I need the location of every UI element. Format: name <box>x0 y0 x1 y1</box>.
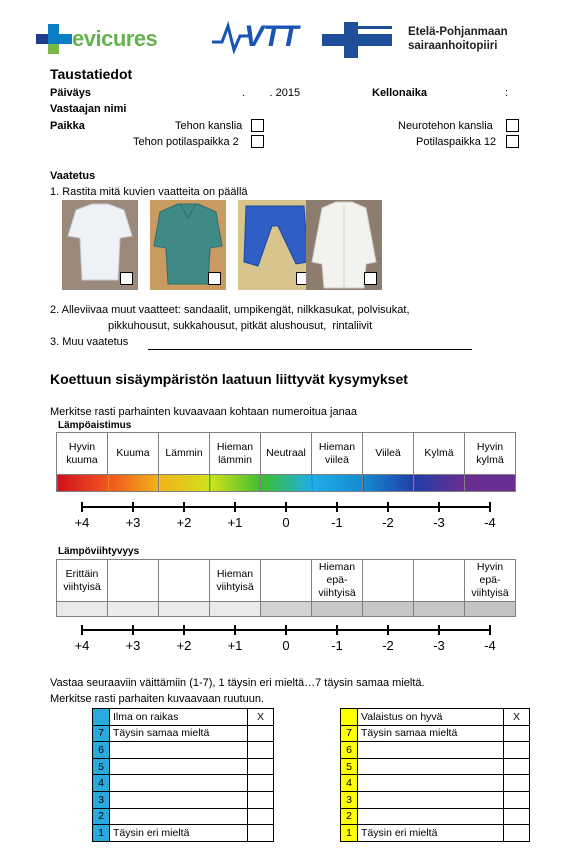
likert-x-header: X <box>248 709 274 726</box>
thermal-tick-label: -3 <box>433 515 445 530</box>
comfort-tick-mark[interactable] <box>438 625 440 635</box>
comfort-color-cell <box>57 602 108 617</box>
likert-number: 3 <box>93 791 110 808</box>
thermal-color-cell <box>57 475 108 492</box>
thermal-tick-label: -2 <box>382 515 394 530</box>
place-label: Paikka <box>50 120 85 132</box>
likert-answer-cell[interactable] <box>248 825 274 842</box>
likert-row-label <box>110 791 248 808</box>
likert-row <box>341 825 530 842</box>
likert-row <box>93 758 274 775</box>
likert-row-label <box>358 742 504 759</box>
likert-row <box>341 808 530 825</box>
vtt-logo <box>210 20 320 56</box>
likert-number: 3 <box>341 791 358 808</box>
respondent-name-label: Vastaajan nimi <box>50 103 127 115</box>
clothing-checkbox[interactable] <box>120 272 133 285</box>
hospital-logo <box>322 22 522 58</box>
photo-blue-trousers <box>238 200 314 290</box>
thermal-tick-label: +4 <box>74 515 90 530</box>
likert-answer-cell[interactable] <box>248 758 274 775</box>
comfort-tick-mark[interactable] <box>387 625 389 635</box>
likert-number: 6 <box>341 742 358 759</box>
scale-instruction: Merkitse rasti parhainten kuvaavaan kohtaan numeroitua janaa <box>50 406 357 418</box>
likert-answer-cell[interactable] <box>504 825 530 842</box>
thermal-color-cell <box>312 475 363 492</box>
likert-row-label: Täysin eri mieltä <box>110 825 248 842</box>
likert-row-label <box>110 758 248 775</box>
thermal-color-cell <box>108 475 159 492</box>
likert-answer-cell[interactable] <box>504 742 530 759</box>
comfort-tick-label: -3 <box>433 638 445 653</box>
thermal-tick-label: 0 <box>282 515 290 530</box>
photo-white-shirt <box>62 200 138 290</box>
comfort-tick-label: -1 <box>331 638 343 653</box>
other-clothing-line[interactable] <box>148 349 472 350</box>
comfort-tick-mark[interactable] <box>132 625 134 635</box>
evicures-wordmark: evicures <box>72 26 158 51</box>
comfort-scale-title: Lämpöviihtyvyys <box>58 546 140 557</box>
place-checkbox[interactable] <box>251 119 264 132</box>
likert-number: 2 <box>93 808 110 825</box>
likert-number: 1 <box>93 825 110 842</box>
comfort-tick-label: 0 <box>282 638 290 653</box>
comfort-tick-label: +3 <box>125 638 141 653</box>
place-option-label: Neurotehon kanslia <box>398 120 493 132</box>
likert-row-label <box>110 742 248 759</box>
likert-header-color-cell <box>341 709 358 726</box>
comfort-color-cell <box>414 602 465 617</box>
comfort-tick-label: -4 <box>484 638 496 653</box>
place-checkbox[interactable] <box>506 135 519 148</box>
thermal-tick-label: -4 <box>484 515 496 530</box>
comfort-label-cell <box>159 560 210 602</box>
comfort-tick-mark[interactable] <box>81 625 83 635</box>
likert-row <box>93 808 274 825</box>
comfort-tick-label: -2 <box>382 638 394 653</box>
comfort-label-cell: Erittäin viihtyisä <box>57 560 108 602</box>
likert-row-label: Täysin samaa mieltä <box>358 725 504 742</box>
likert-answer-cell[interactable] <box>248 742 274 759</box>
thermal-label-cell: Neutraal <box>261 433 312 475</box>
likert-number: 4 <box>341 775 358 792</box>
time-value[interactable]: : <box>505 87 509 99</box>
likert-number: 5 <box>341 758 358 775</box>
thermal-scale-table <box>56 432 516 492</box>
comfort-tick-mark[interactable] <box>183 625 185 635</box>
likert-row-label: Täysin samaa mieltä <box>110 725 248 742</box>
thermal-label-cell: Hieman lämmin <box>210 433 261 475</box>
comfort-tick-mark[interactable] <box>285 625 287 635</box>
likert-row <box>341 775 530 792</box>
likert-row <box>93 725 274 742</box>
background-title: Taustatiedot <box>50 66 133 82</box>
thermal-color-cell <box>414 475 465 492</box>
comfort-label-cell: Hieman viihtyisä <box>210 560 261 602</box>
hospital-cross-icon <box>322 22 392 58</box>
comfort-label-cell <box>363 560 414 602</box>
likert-instruction-1: Vastaa seuraaviin väittämiin (1-7), 1 täysin eri mieltä…7 täysin samaa mieltä. <box>50 677 425 689</box>
thermal-label-cell: Viileä <box>363 433 414 475</box>
place-option-label: Potilaspaikka 12 <box>416 136 497 148</box>
comfort-color-cell <box>312 602 363 617</box>
comfort-scale-table <box>56 559 516 617</box>
comfort-tick-label: +4 <box>74 638 90 653</box>
likert-row-label <box>110 808 248 825</box>
likert-statement: Valaistus on hyvä <box>358 709 504 726</box>
likert-row-label <box>110 775 248 792</box>
photo-white-coat <box>306 200 382 290</box>
likert-number: 7 <box>341 725 358 742</box>
likert-row <box>93 825 274 842</box>
clothing-checkbox[interactable] <box>364 272 377 285</box>
clothing-question-2-line2: pikkuhousut, sukkahousut, pitkät alushousut, rintaliivit <box>108 320 373 332</box>
place-option-label: Tehon kanslia <box>175 120 243 132</box>
thermal-tick-mark[interactable] <box>132 502 134 512</box>
thermal-color-cell <box>159 475 210 492</box>
thermal-tick-mark[interactable] <box>438 502 440 512</box>
thermal-color-cell <box>363 475 414 492</box>
thermal-tick-mark[interactable] <box>387 502 389 512</box>
likert-statement: Ilma on raikas <box>110 709 248 726</box>
likert-row <box>341 725 530 742</box>
comfort-tick-mark[interactable] <box>489 625 491 635</box>
likert-answer-cell[interactable] <box>504 725 530 742</box>
thermal-tick-mark[interactable] <box>285 502 287 512</box>
place-option-label: Tehon potilaspaikka 2 <box>133 136 239 148</box>
comfort-color-cell <box>363 602 414 617</box>
likert-x-header: X <box>504 709 530 726</box>
comfort-tick-label: +1 <box>227 638 243 653</box>
hospital-name-line2: sairaanhoitopiiri <box>408 40 498 52</box>
date-value[interactable]: . . 2015 <box>242 87 301 99</box>
likert-answer-cell[interactable] <box>248 725 274 742</box>
thermal-color-cell <box>465 475 516 492</box>
likert-answer-cell[interactable] <box>248 775 274 792</box>
comfort-label-cell <box>261 560 312 602</box>
likert-row <box>93 791 274 808</box>
comfort-color-cell <box>261 602 312 617</box>
comfort-tick-mark[interactable] <box>234 625 236 635</box>
thermal-color-cell <box>210 475 261 492</box>
survey-heading: Koettuun sisäympäristön laatuun liittyvät kysymykset <box>50 371 408 387</box>
thermal-tick-mark[interactable] <box>81 502 83 512</box>
clothing-question-3: 3. Muu vaatetus <box>50 336 129 348</box>
likert-number: 1 <box>341 825 358 842</box>
likert-row <box>93 775 274 792</box>
likert-table-lighting <box>340 708 530 842</box>
likert-row <box>341 742 530 759</box>
clothing-title: Vaatetus <box>50 170 96 182</box>
evicures-logo <box>36 22 181 56</box>
likert-number: 6 <box>93 742 110 759</box>
thermal-tick-label: +3 <box>125 515 141 530</box>
thermal-label-cell: Lämmin <box>159 433 210 475</box>
time-label: Kellonaika <box>372 87 428 99</box>
likert-number: 4 <box>93 775 110 792</box>
likert-answer-cell[interactable] <box>504 758 530 775</box>
thermal-scale-title: Lämpöaistimus <box>58 420 132 431</box>
thermal-tick-mark[interactable] <box>234 502 236 512</box>
thermal-tick-label: -1 <box>331 515 343 530</box>
likert-instruction-2: Merkitse rasti parhaiten kuvaavaan ruutuun. <box>50 693 265 705</box>
vtt-wordmark: VTT <box>244 20 298 53</box>
likert-answer-cell[interactable] <box>248 808 274 825</box>
thermal-tick-label: +2 <box>176 515 192 530</box>
clothing-question-1: 1. Rastita mitä kuvien vaatteita on päällä <box>50 186 248 198</box>
comfort-color-cell <box>159 602 210 617</box>
thermal-tick-mark[interactable] <box>489 502 491 512</box>
evicures-cross-icon <box>36 24 72 54</box>
likert-table-air <box>92 708 274 842</box>
thermal-label-cell: Kuuma <box>108 433 159 475</box>
likert-row-label <box>358 808 504 825</box>
thermal-label-cell: Hyvin kuuma <box>57 433 108 475</box>
likert-row-label <box>358 791 504 808</box>
comfort-tick-mark[interactable] <box>336 625 338 635</box>
comfort-label-cell: Hieman epä- viihtyisä <box>312 560 363 602</box>
hospital-name-line1: Etelä-Pohjanmaan <box>408 26 508 38</box>
likert-number: 7 <box>93 725 110 742</box>
likert-row <box>93 742 274 759</box>
likert-number: 5 <box>93 758 110 775</box>
thermal-tick-mark[interactable] <box>336 502 338 512</box>
likert-answer-cell[interactable] <box>504 808 530 825</box>
thermal-color-cell <box>261 475 312 492</box>
likert-row-label: Täysin eri mieltä <box>358 825 504 842</box>
comfort-label-cell <box>108 560 159 602</box>
likert-row <box>341 758 530 775</box>
place-checkbox[interactable] <box>251 135 264 148</box>
place-checkbox[interactable] <box>506 119 519 132</box>
comfort-color-cell <box>210 602 261 617</box>
likert-row-label <box>358 775 504 792</box>
comfort-color-cell <box>465 602 516 617</box>
clothing-question-2-line1: 2. Alleviivaa muut vaatteet: sandaalit, umpikengät, nilkkasukat, polvisukat, <box>50 304 410 316</box>
thermal-label-cell: Hyvin kylmä <box>465 433 516 475</box>
likert-row-label <box>358 758 504 775</box>
likert-answer-cell[interactable] <box>248 791 274 808</box>
likert-row <box>341 791 530 808</box>
comfort-label-cell <box>414 560 465 602</box>
thermal-label-cell: Hieman viileä <box>312 433 363 475</box>
likert-answer-cell[interactable] <box>504 775 530 792</box>
likert-answer-cell[interactable] <box>504 791 530 808</box>
likert-header-color-cell <box>93 709 110 726</box>
likert-number: 2 <box>341 808 358 825</box>
comfort-label-cell: Hyvin epä- viihtyisä <box>465 560 516 602</box>
thermal-tick-label: +1 <box>227 515 243 530</box>
date-label: Päiväys <box>50 87 91 99</box>
thermal-tick-mark[interactable] <box>183 502 185 512</box>
photo-green-scrubs <box>150 200 226 290</box>
comfort-color-cell <box>108 602 159 617</box>
clothing-checkbox[interactable] <box>208 272 221 285</box>
comfort-tick-label: +2 <box>176 638 192 653</box>
thermal-label-cell: Kylmä <box>414 433 465 475</box>
